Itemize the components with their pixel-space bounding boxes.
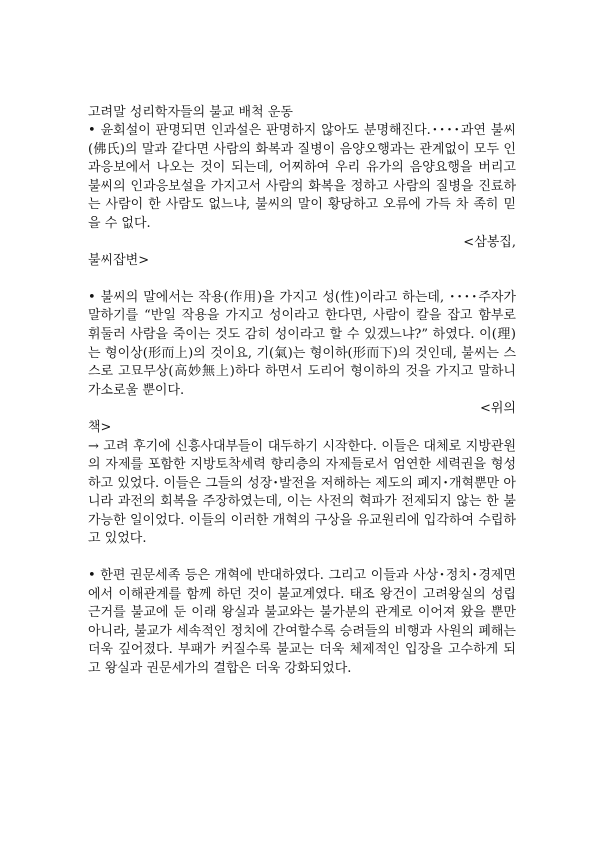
- citation-left: 불씨잡변>: [88, 253, 150, 269]
- paragraph-sinheung-sadaebu: → 고려 후기에 신흥사대부들이 대두하기 시작한다. 이들은 대체로 지방관원의 자제를 포함한 지방토착세력 향리층의 자제들로서 엄연한 세력권을 형성하고 있었다. 이들은 그들의 성장･발전을 저해하는 제도의 폐지･개혁뿐만 아니라 과전의 회복을 주장하였는데, 이는 사전의 혁파가 전제되지 않는 한 불가능한 일이었다. 이들의 이러한 개혁의 구상을 유교원리에 입각하여 수립하고 있었다.: [88, 438, 516, 547]
- document-page: [88, 104, 516, 679]
- paragraph-gap: [88, 271, 516, 289]
- paragraph-samboung-quote: • 윤회설이 판명되면 인과설은 판명하지 않아도 분명해진다.････과연 불씨(佛氏)의 말과 같다면 사람의 화복과 질병이 음양오행과는 관계없이 모두 인과응보에서 나오는 것이 되는데, 어찌하여 우리 유가의 음양요행을 버리고 불씨의 인과응보설을 가지고서 사람의 화복을 정하고 사람의 질병을 진료하는 사람이 한 사람도 없느냐, 불씨의 말이 황당하고 오류에 가득 차 족히 믿을 수 없다.: [88, 123, 516, 231]
- paragraph-gwonmun-sejok: • 한편 권문세족 등은 개혁에 반대하였다. 그리고 이들과 사상･정치･경제면에서 이해관계를 함께 하던 것이 불교계였다. 태조 왕건이 고려왕실의 성립근거를 불교에 둔 이래 왕실과 불교와는 불가분의 관계로 이어져 왔을 뿐만 아니라, 불교가 세속적인 정치에 간여할수록 승려들의 비행과 사원의 폐해는 더욱 깊어졌다. 부패가 커질수록 불교는 더욱 체제적인 입장을 고수하게 되고 왕실과 권문세가의 결합은 더욱 강화되었다.: [88, 568, 516, 677]
- paragraph-gap: [88, 549, 516, 567]
- citation-right: <삼봉집,: [463, 234, 516, 250]
- citation-left: 책>: [88, 419, 112, 435]
- citation-right: <위의: [479, 401, 516, 417]
- document-title: 고려말 성리학자들의 불교 배척 운동: [88, 105, 293, 120]
- paragraph-buddhist-nature-quote: • 불씨의 말에서는 작용(作用)을 가지고 성(性)이라고 하는데, ････주자가 말하기를 “반일 작용을 가지고 성이라고 한다면, 사람이 칼을 잡고 함부로 휘둘러 사람을 죽이는 것도 감히 성이라고 할 수 있겠느냐?” 하였다. 이(理)는 형이상(形而上)의 것이요, 기(氣)는 형이하(形而下)의 것인데, 불씨는 스스로 고묘무상(高妙無上)하다 하면서 도리어 형이하의 것을 가지고 말하니 가소로울 뿐이다.: [88, 289, 516, 398]
